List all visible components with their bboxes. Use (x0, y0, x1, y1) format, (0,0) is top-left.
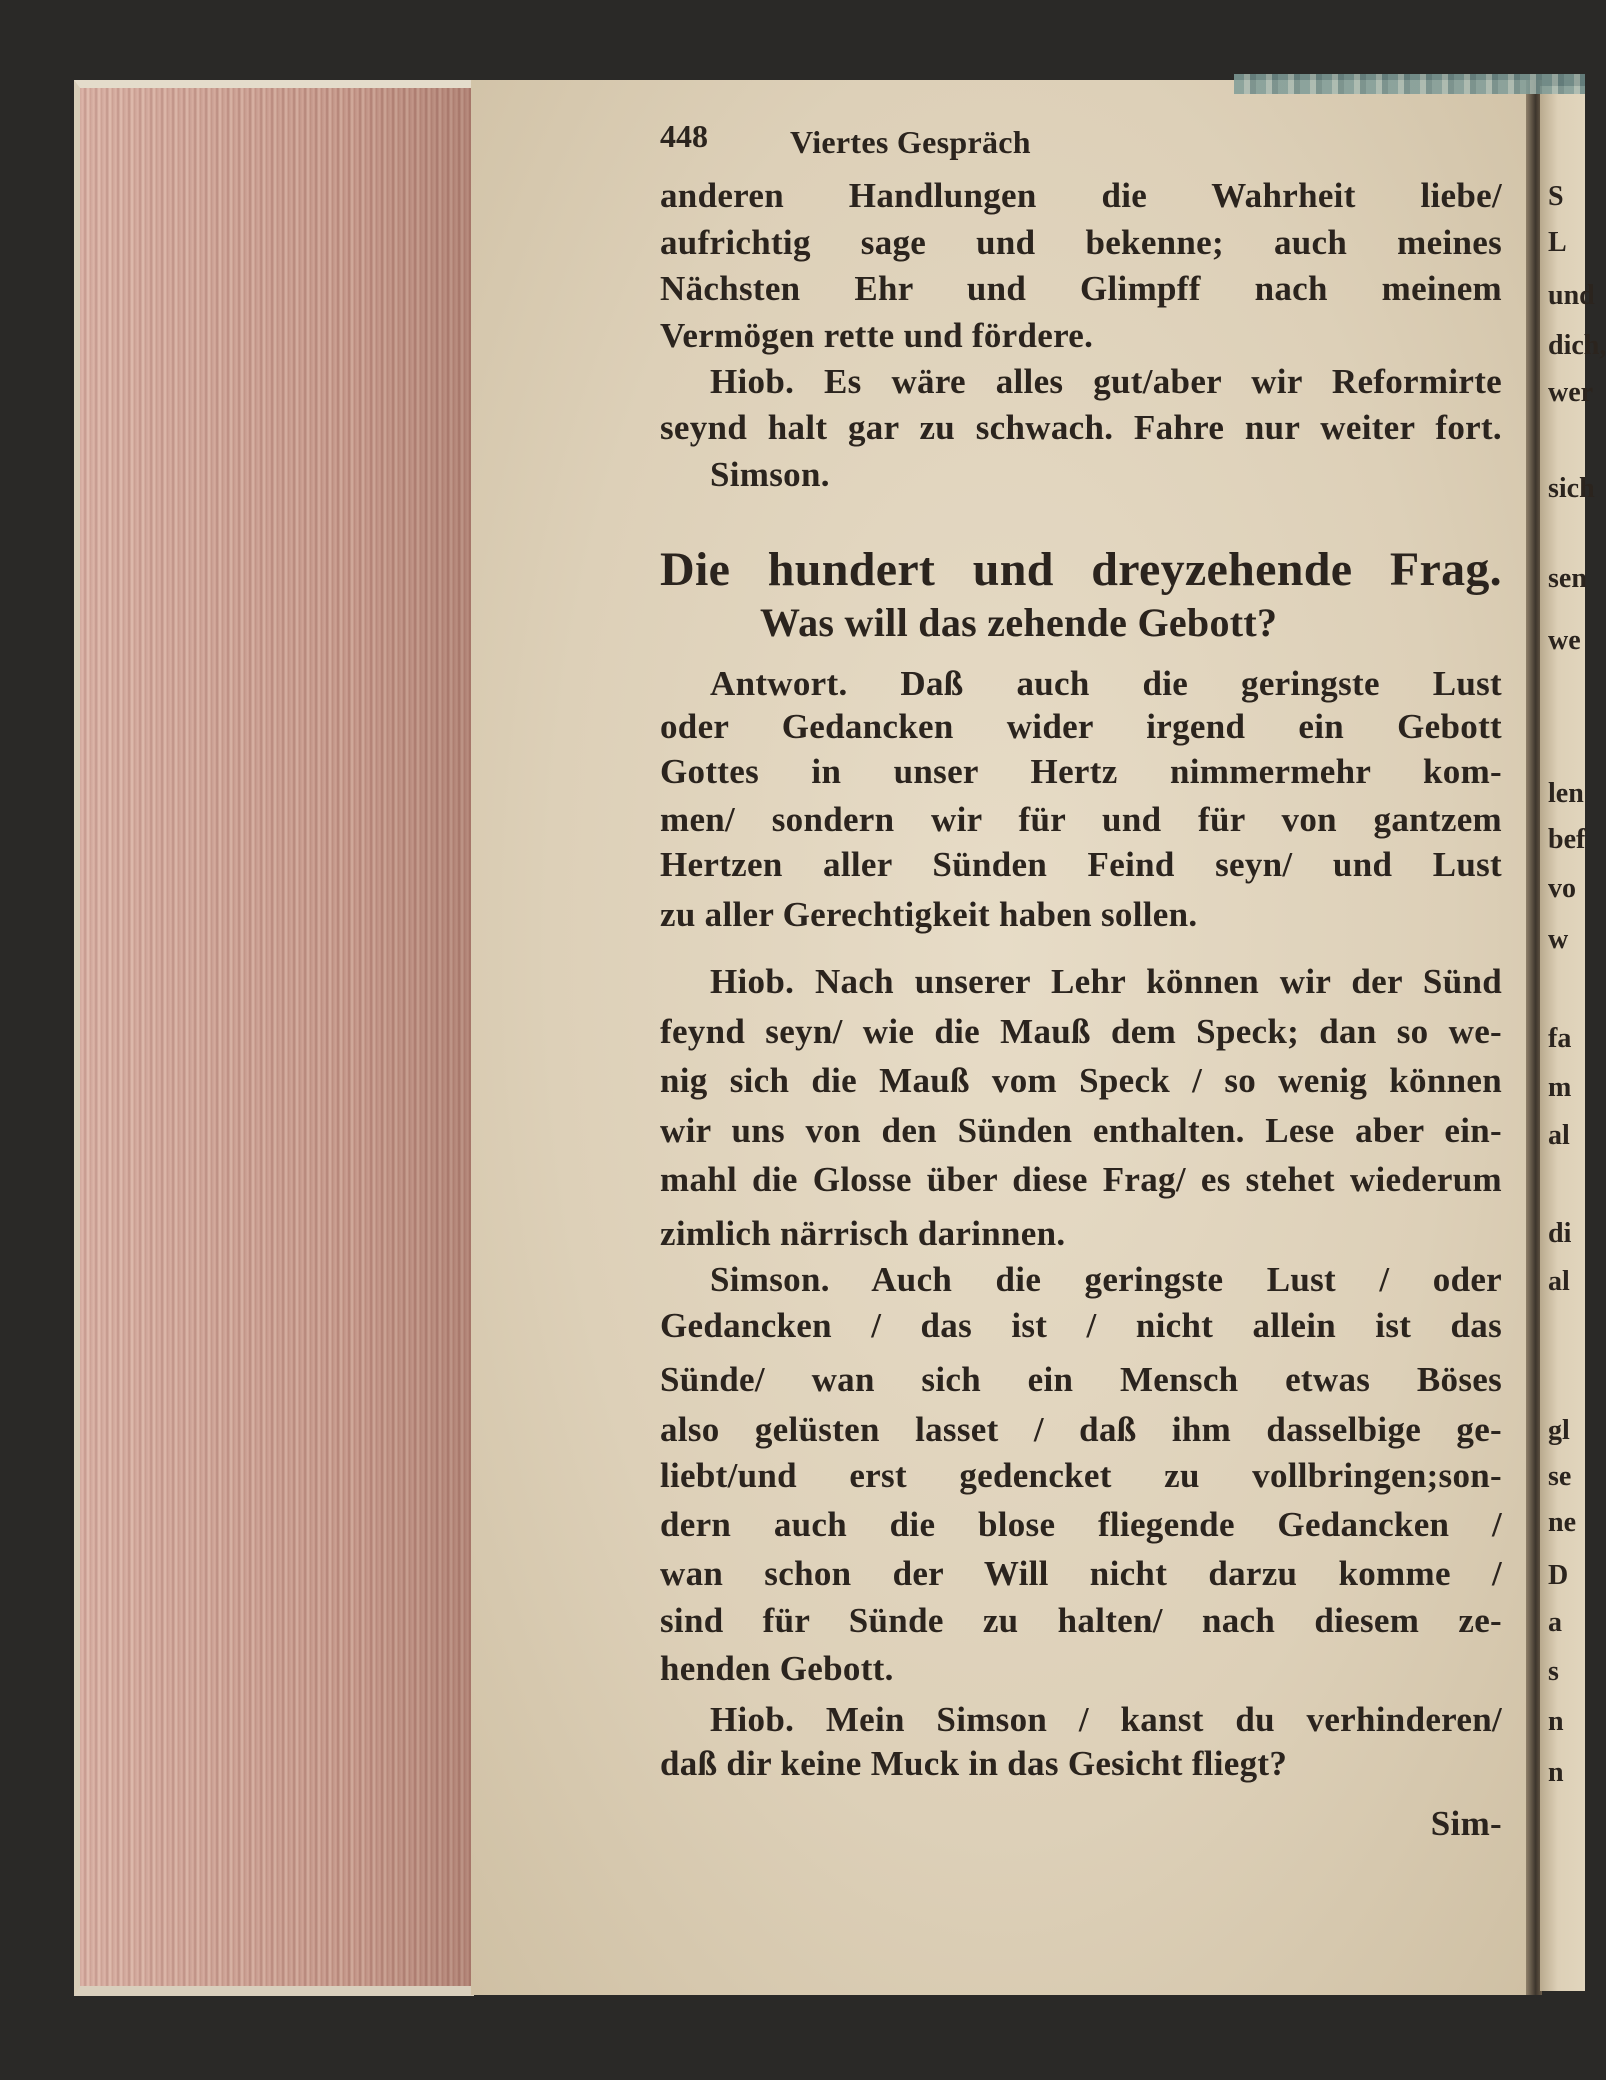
right-page-text-fragment: sen (1548, 562, 1587, 594)
right-page-text-fragment: wer (1548, 377, 1594, 409)
right-page-text-fragment: a (1548, 1606, 1562, 1638)
text-line: Sünde/ wan sich ein Mensch etwas Böses (660, 1360, 1502, 1399)
book-page-edges (74, 80, 474, 1996)
book-page-right (1540, 86, 1606, 1991)
text-line: nig sich die Mauß vom Speck / so wenig können (660, 1061, 1502, 1100)
right-page-text-fragment: al (1548, 1265, 1570, 1297)
bookmark-ribbon (1234, 74, 1585, 94)
text-line: sind für Sünde zu halten/ nach diesem ze- (660, 1601, 1502, 1640)
text-line: anderen Handlungen die Wahrheit liebe/ (660, 176, 1502, 215)
question-heading: Die hundert und dreyzehende Frag. (660, 543, 1502, 596)
text-line: mahl die Glosse über diese Frag/ es stehet wiederum (660, 1160, 1502, 1199)
right-page-text-fragment: D (1548, 1560, 1569, 1592)
text-line: oder Gedancken wider irgend ein Gebott (660, 707, 1502, 746)
text-line: also gelüsten lasset / daß ihm dasselbige ge- (660, 1410, 1502, 1449)
text-line: dern auch die blose fliegende Gedancken / (660, 1505, 1502, 1544)
page-number: 448 (660, 118, 708, 154)
right-page-text-fragment: m (1548, 1072, 1572, 1104)
right-page-text-fragment: und (1548, 280, 1595, 312)
right-page-text-fragment: vo (1548, 873, 1576, 905)
edge-shading (80, 88, 474, 1986)
running-title: Viertes Gespräch (790, 124, 1031, 160)
text-line: Vermögen rette und fördere. (660, 316, 1094, 355)
text-line: Simson. Auch die geringste Lust / oder (710, 1260, 1502, 1299)
right-page-text-fragment: bef (1548, 824, 1586, 856)
text-line: zu aller Gerechtigkeit haben sollen. (660, 895, 1198, 934)
right-page-text-fragment: w (1548, 923, 1569, 955)
right-page-text-fragment: dich, (1548, 329, 1606, 361)
right-page-text-fragment: n (1548, 1706, 1564, 1738)
right-page-text-fragment: al (1548, 1120, 1570, 1152)
text-line: Gottes in unser Hertz nimmermehr kom- (660, 752, 1502, 791)
text-line: wan schon der Will nicht darzu komme / (660, 1554, 1502, 1593)
right-page-text-fragment: sich (1548, 472, 1595, 504)
text-line: zimlich närrisch darinnen. (660, 1214, 1066, 1253)
text-line: Hiob. Mein Simson / kanst du verhinderen/ (710, 1700, 1502, 1739)
right-page-text-fragment: di (1548, 1218, 1572, 1250)
right-page-text-fragment: ne (1548, 1507, 1576, 1539)
text-line: men/ sondern wir für und für von gantzem (660, 800, 1502, 839)
right-page-text-fragment: s (1548, 1655, 1559, 1687)
right-page-text-fragment: S (1548, 180, 1564, 212)
text-line: feynd seyn/ wie die Mauß dem Speck; dan so we- (660, 1012, 1502, 1051)
right-page-text-fragment: gl (1548, 1414, 1570, 1446)
text-line: wir uns von den Sünden enthalten. Lese aber ein- (660, 1111, 1502, 1150)
right-page-text-fragment: se (1548, 1460, 1572, 1492)
text-line: aufrichtig sage und bekenne; auch meines (660, 223, 1502, 262)
text-line: liebt/und erst gedencket zu vollbringen;son- (660, 1456, 1502, 1495)
text-line: Nächsten Ehr und Glimpff nach meinem (660, 269, 1502, 308)
text-line: daß dir keine Muck in das Gesicht fliegt? (660, 1744, 1288, 1783)
right-page-text-fragment: n (1548, 1756, 1564, 1788)
text-line: Gedancken / das ist / nicht allein ist das (660, 1306, 1502, 1345)
text-line: Hertzen aller Sünden Feind seyn/ und Lust (660, 845, 1502, 884)
text-line: henden Gebott. (660, 1649, 894, 1688)
text-line: Antwort. Daß auch die geringste Lust (710, 664, 1502, 703)
catchword: Sim- (1430, 1804, 1502, 1843)
right-page-text-fragment: fa (1548, 1023, 1572, 1055)
right-page-text-fragment: len (1548, 777, 1584, 809)
text-line: Simson. (710, 455, 830, 494)
right-page-text-fragment: L (1548, 227, 1567, 259)
text-line: Hiob. Es wäre alles gut/aber wir Reformirte (710, 362, 1502, 401)
question-subheading: Was will das zehende Gebott? (760, 600, 1278, 645)
text-line: seynd halt gar zu schwach. Fahre nur weiter fort. (660, 408, 1502, 447)
text-line: Hiob. Nach unserer Lehr können wir der Sünd (710, 962, 1502, 1001)
right-page-text-fragment: we (1548, 625, 1581, 657)
